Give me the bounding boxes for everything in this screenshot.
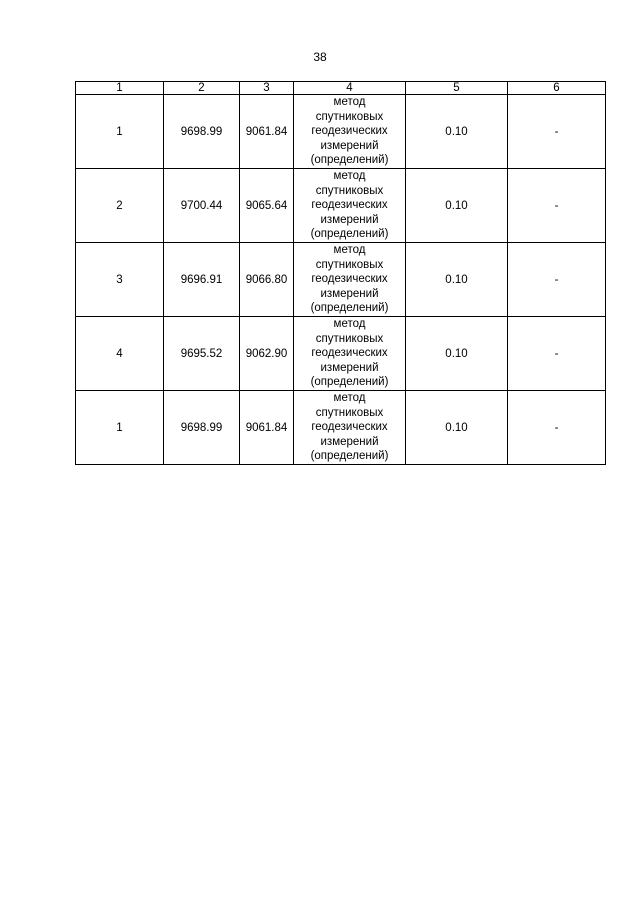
method-line: измерений <box>320 213 379 226</box>
method-line: измерений <box>320 287 379 300</box>
method-line: геодезических <box>311 199 388 212</box>
point-number: 2 <box>76 169 164 243</box>
method-line: геодезических <box>311 421 388 434</box>
method-line: (определений) <box>310 450 389 463</box>
method-line: (определений) <box>310 376 389 389</box>
note-value: - <box>508 243 606 317</box>
coordinates-table <box>75 81 606 465</box>
x-coordinate: 9695.52 <box>164 317 240 391</box>
table-row <box>76 95 606 169</box>
column-header-2: 2 <box>164 82 240 95</box>
table-row <box>76 317 606 391</box>
point-number: 4 <box>76 317 164 391</box>
method-line: измерений <box>320 139 379 152</box>
note-value: - <box>508 169 606 243</box>
method-line: спутниковых <box>315 110 384 123</box>
column-header-6: 6 <box>508 82 606 95</box>
method-line: спутниковых <box>315 406 384 419</box>
point-number: 1 <box>76 95 164 169</box>
y-coordinate: 9065.64 <box>240 169 294 243</box>
method-cell <box>294 391 406 465</box>
accuracy-value: 0.10 <box>406 95 508 169</box>
method-cell <box>294 169 406 243</box>
page-number: 38 <box>313 50 327 64</box>
accuracy-value: 0.10 <box>406 317 508 391</box>
method-cell <box>294 95 406 169</box>
accuracy-value: 0.10 <box>406 169 508 243</box>
point-number: 1 <box>76 391 164 465</box>
x-coordinate: 9700.44 <box>164 169 240 243</box>
x-coordinate: 9698.99 <box>164 391 240 465</box>
column-header-5: 5 <box>406 82 508 95</box>
method-line: геодезических <box>311 125 388 138</box>
method-line: (определений) <box>310 228 389 241</box>
y-coordinate: 9062.90 <box>240 317 294 391</box>
point-number: 3 <box>76 243 164 317</box>
method-line: измерений <box>320 361 379 374</box>
table-row <box>76 169 606 243</box>
method-line: метод <box>333 244 366 257</box>
method-line: метод <box>333 96 366 109</box>
method-line: геодезических <box>311 347 388 360</box>
note-value: - <box>508 317 606 391</box>
accuracy-value: 0.10 <box>406 243 508 317</box>
method-line: (определений) <box>310 302 389 315</box>
table-row <box>76 391 606 465</box>
y-coordinate: 9066.80 <box>240 243 294 317</box>
method-line: спутниковых <box>315 258 384 271</box>
method-line: геодезических <box>311 273 388 286</box>
y-coordinate: 9061.84 <box>240 391 294 465</box>
method-line: метод <box>333 318 366 331</box>
note-value: - <box>508 95 606 169</box>
method-line: измерений <box>320 435 379 448</box>
method-line: метод <box>333 392 366 405</box>
table-row <box>76 243 606 317</box>
y-coordinate: 9061.84 <box>240 95 294 169</box>
method-line: спутниковых <box>315 184 384 197</box>
note-value: - <box>508 391 606 465</box>
method-line: метод <box>333 170 366 183</box>
x-coordinate: 9698.99 <box>164 95 240 169</box>
header-row <box>76 82 606 95</box>
x-coordinate: 9696.91 <box>164 243 240 317</box>
method-cell <box>294 243 406 317</box>
column-header-1: 1 <box>76 82 164 95</box>
method-cell <box>294 317 406 391</box>
method-line: (определений) <box>310 154 389 167</box>
method-line: спутниковых <box>315 332 384 345</box>
column-header-4: 4 <box>294 82 406 95</box>
column-header-3: 3 <box>240 82 294 95</box>
accuracy-value: 0.10 <box>406 391 508 465</box>
